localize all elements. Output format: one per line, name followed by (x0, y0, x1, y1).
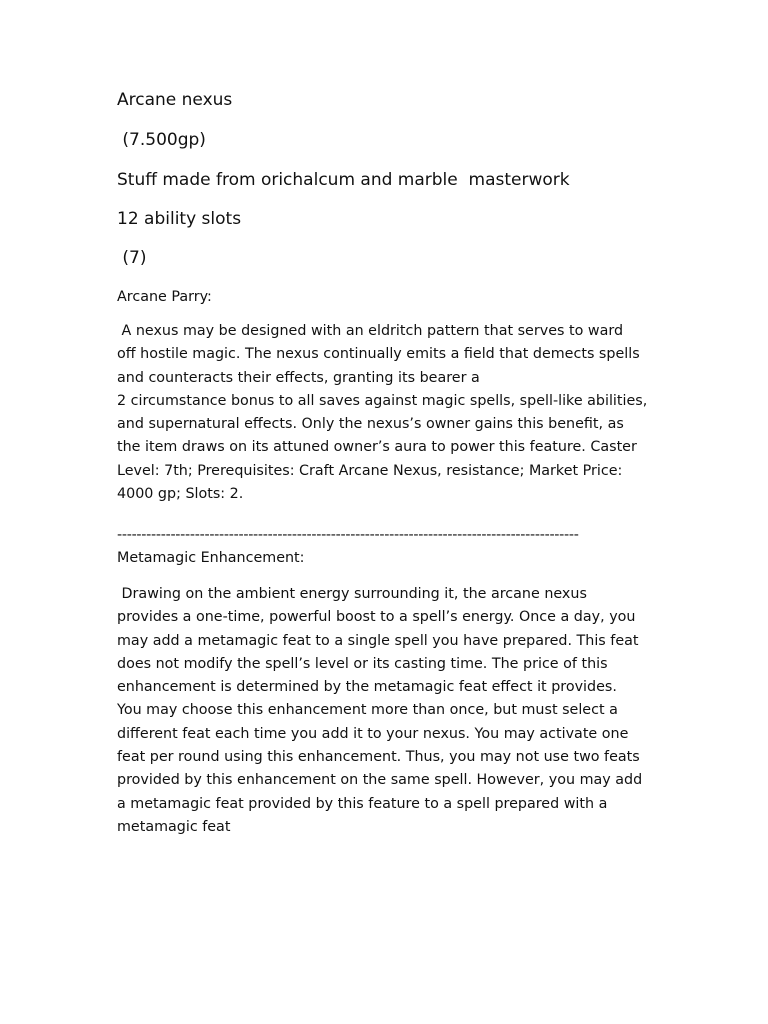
section-arcane-parry-body (117, 320, 657, 506)
paragraph-line: A nexus may be designed with an eldritch pattern that serves to ward (117, 323, 624, 339)
paragraph-line: does not modify the spell’s level or its casting time. The price of this (117, 655, 608, 672)
paragraph-line: feat per round using this enhancement. Thus, you may not use two feats (117, 749, 640, 766)
section-label: Arcane Parry: (117, 289, 212, 305)
dashed-separator: ----------------------------------------------------------------------------------------------- (117, 528, 579, 542)
paragraph-line: off hostile magic. The nexus continually emits a field that demects spells (117, 346, 640, 363)
paragraph-line: a metamagic feat provided by this feature to a spell prepared with a (117, 795, 608, 812)
paragraph-line: and supernatural effects. Only the nexus’s owner gains this benefit, as (117, 416, 624, 433)
item-slot-count: (7) (117, 248, 147, 268)
section-arcane-parry (117, 287, 657, 307)
paragraph-line: provides a one-time, powerful boost to a spell’s energy. Once a day, you (117, 609, 636, 626)
paragraph-line: You may choose this enhancement more than once, but must select a (117, 702, 618, 719)
paragraph-line: and counteracts their effects, granting its bearer a (117, 369, 480, 386)
paragraph-line: enhancement is determined by the metamagic feat effect it provides. (117, 679, 617, 696)
section-metamagic-enhancement-body (117, 583, 657, 839)
paragraph-line: 2 circumstance bonus to all saves against magic spells, spell-like abilities, (117, 392, 648, 409)
paragraph-line: the item draws on its attuned owner’s aura to power this feature. Caster (117, 439, 637, 456)
paragraph-line: 4000 gp; Slots: 2. (117, 486, 244, 503)
paragraph-line: Drawing on the ambient energy surrounding it, the arcane nexus (117, 586, 587, 602)
paragraph-line: provided by this enhancement on the same spell. However, you may add (117, 772, 643, 789)
paragraph-line: Level: 7th; Prerequisites: Craft Arcane Nexus, resistance; Market Price: (117, 462, 623, 479)
item-price: (7.500gp) (117, 130, 206, 150)
paragraph-line: metamagic feat (117, 818, 231, 835)
paragraph-line: may add a metamagic feat to a single spell you have prepared. This feat (117, 632, 639, 649)
section-divider (117, 528, 657, 542)
paragraph-line: different feat each time you add it to your nexus. You may activate one (117, 725, 629, 742)
item-materials: Stuff made from orichalcum and marble masterwork (117, 170, 570, 190)
section-label: Metamagic Enhancement: (117, 550, 305, 566)
item-title: Arcane nexus (117, 90, 233, 110)
section-metamagic-enhancement (117, 548, 657, 568)
item-ability-slots: 12 ability slots (117, 209, 242, 229)
